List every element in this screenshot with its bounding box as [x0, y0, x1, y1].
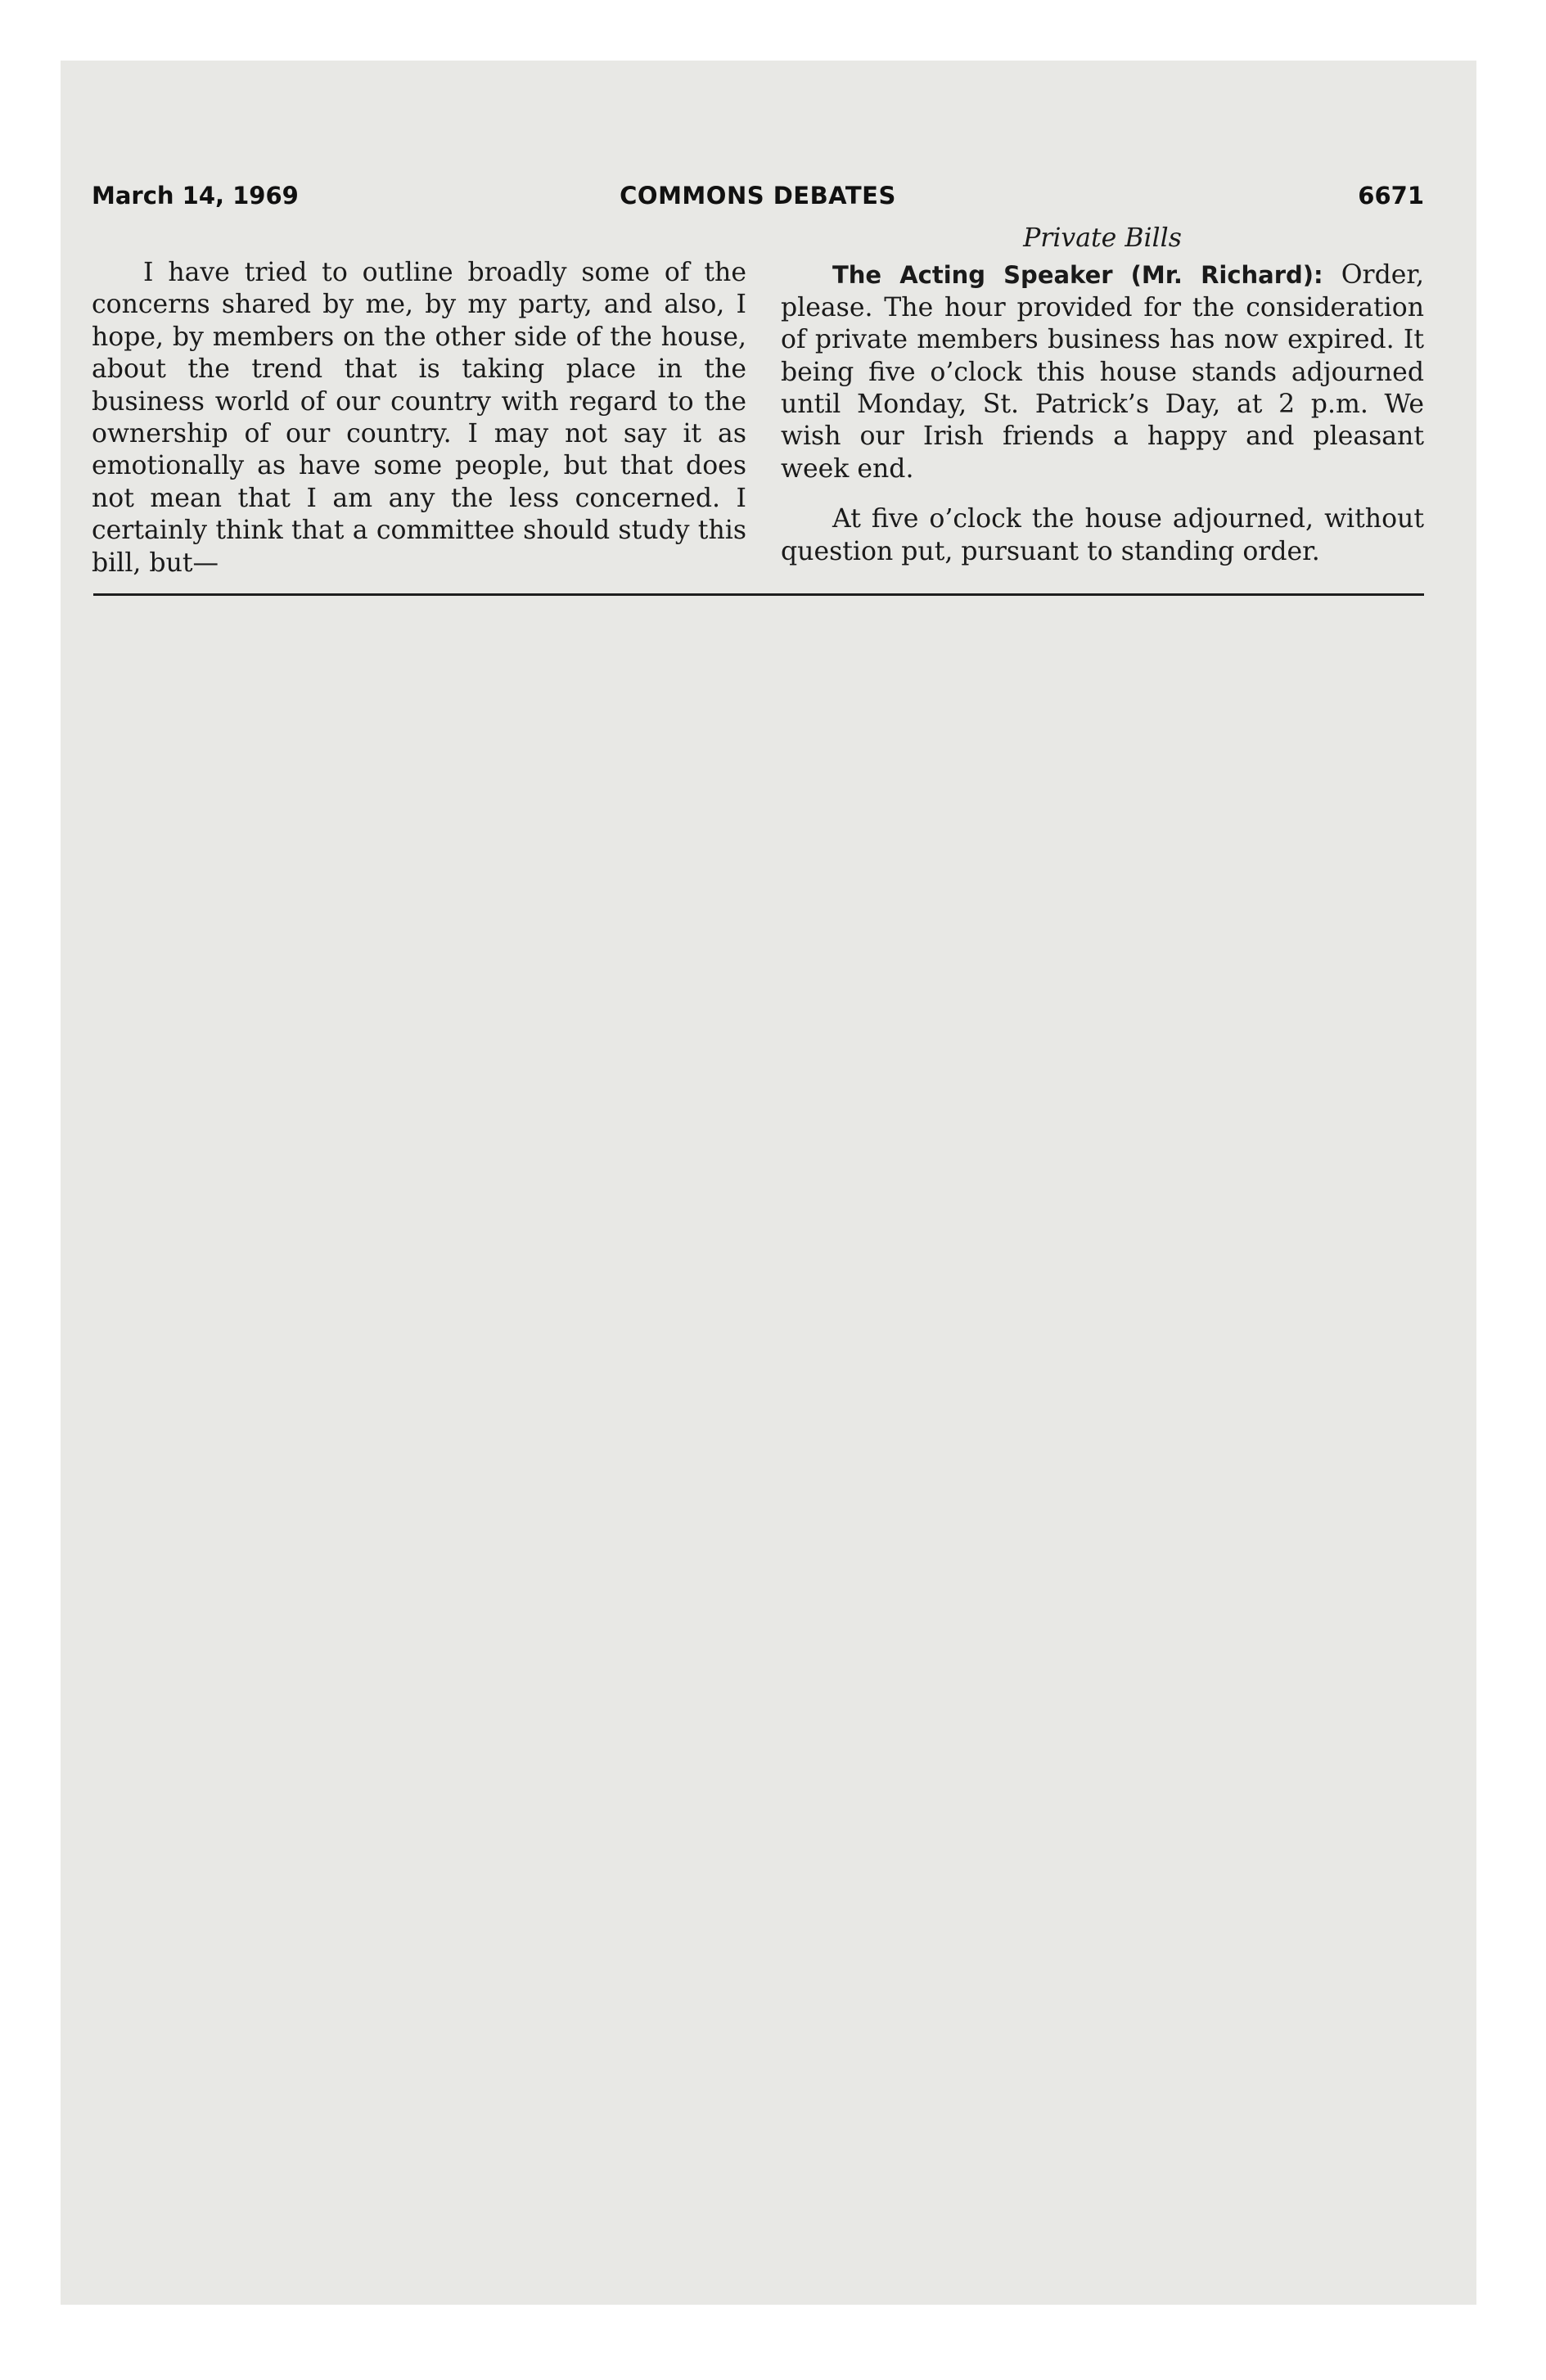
speaker-text: Order, please. The hour provided for the consideration of private members business has now expired. It being five o’clock this house stands adjourned until Monday, St. Patrick’s Day, at 2 p.m. We wish our Irish friends a happy and pleasant week end. [781, 260, 1424, 484]
adjournment-paragraph: At five o’clock the house adjourned, without question put, pursuant to standing order. [781, 504, 1424, 566]
left-column [92, 257, 746, 579]
speaker-name: The Acting Speaker (Mr. Richard): [832, 261, 1323, 290]
document-page [61, 61, 1476, 2305]
speaker-paragraph [781, 259, 1424, 485]
header-date: March 14, 1969 [92, 182, 299, 210]
page-number: 6671 [1358, 182, 1424, 210]
section-heading: Private Bills [1023, 223, 1182, 253]
left-paragraph: I have tried to outline broadly some of the concerns shared by me, by my party, and also, I hope, by members on the other side of the house, about the trend that is taking place in the business world of our country with regard to the ownership of our country. I may not say it as emotionally as have some people, but that does not mean that I am any the less concerned. I certainly think that a committee should study this bill, but— [92, 258, 746, 578]
horizontal-rule [93, 593, 1424, 596]
right-column [781, 223, 1424, 568]
page-header [92, 182, 1424, 218]
header-title: COMMONS DEBATES [620, 182, 896, 210]
